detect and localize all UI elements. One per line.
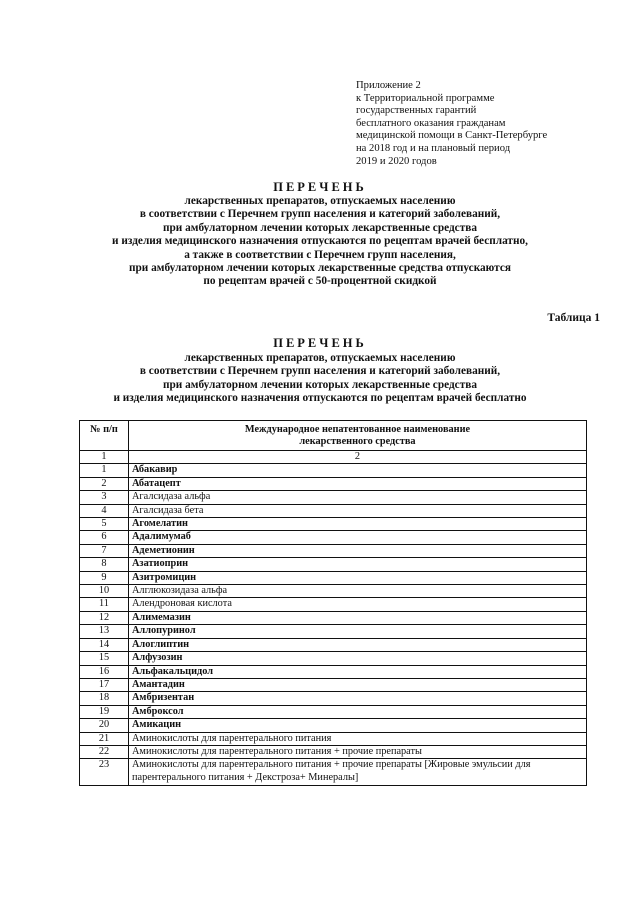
row-number: 19	[80, 705, 129, 718]
drug-name: Амикацин	[129, 719, 587, 732]
table-row	[80, 611, 587, 624]
drug-name: Аллопуринол	[129, 625, 587, 638]
row-number: 8	[80, 558, 129, 571]
table-row	[80, 745, 587, 758]
table-row	[80, 719, 587, 732]
table-row	[80, 652, 587, 665]
appendix-line: 2019 и 2020 годов	[356, 155, 437, 167]
drug-name: Аминокислоты для парентерального питания + прочие препараты	[129, 745, 587, 758]
table-row	[80, 464, 587, 477]
appendix-block	[356, 80, 616, 168]
row-number: 22	[80, 745, 129, 758]
header-name	[129, 421, 587, 451]
row-number: 9	[80, 571, 129, 584]
row-number: 13	[80, 625, 129, 638]
drug-name: Агалсидаза альфа	[129, 491, 587, 504]
table-row	[80, 598, 587, 611]
table-row	[80, 558, 587, 571]
drug-name: Алглюкозидаза альфа	[129, 585, 587, 598]
row-number: 12	[80, 611, 129, 624]
main-heading-text	[0, 195, 640, 289]
drug-name: Алендроновая кислота	[129, 598, 587, 611]
row-number: 15	[80, 652, 129, 665]
appendix-line: бесплатного оказания гражданам	[356, 117, 506, 129]
main-heading-title: ПЕРЕЧЕНЬ	[273, 180, 367, 194]
row-number: 4	[80, 504, 129, 517]
header-number: № п/п	[80, 421, 129, 451]
table-label: Таблица 1	[547, 312, 600, 324]
row-number: 5	[80, 518, 129, 531]
drug-name: Алфузозин	[129, 652, 587, 665]
main-heading-line: при амбулаторном лечении которых лекарственные средства отпускаются	[129, 262, 511, 275]
drug-name: Агомелатин	[129, 518, 587, 531]
drug-name: Амантадин	[129, 678, 587, 691]
table-row	[80, 571, 587, 584]
row-number: 1	[80, 464, 129, 477]
row-number: 3	[80, 491, 129, 504]
main-heading-line: по рецептам врачей с 50-процентной скидкой	[203, 275, 437, 288]
drug-table	[79, 420, 587, 786]
appendix-line: государственных гарантий	[356, 105, 477, 117]
table-row	[80, 732, 587, 745]
row-number: 2	[80, 477, 129, 490]
appendix-line: к Территориальной программе	[356, 92, 495, 104]
column-number: 1	[80, 451, 129, 464]
drug-name: Амброксол	[129, 705, 587, 718]
column-number-row	[80, 451, 587, 464]
drug-name: Адалимумаб	[129, 531, 587, 544]
drug-name: Агалсидаза бета	[129, 504, 587, 517]
table-row	[80, 477, 587, 490]
drug-name: Альфакальцидол	[129, 665, 587, 678]
table-header-row	[80, 421, 587, 451]
drug-name: Аминокислоты для парентерального питания + прочие препараты [Жировые эмульсии для парентерального питания + Декстроза+ Минералы]	[129, 759, 587, 785]
row-number: 14	[80, 638, 129, 651]
drug-name: Абакавир	[129, 464, 587, 477]
table-heading-title: ПЕРЕЧЕНЬ	[273, 336, 367, 350]
table-heading-text	[0, 352, 640, 406]
main-heading-line: а также в соответствии с Перечнем групп населения,	[184, 248, 456, 261]
appendix-line: на 2018 год и на плановый период	[356, 142, 511, 154]
header-name-line: лекарственного средства	[299, 436, 416, 447]
drug-name: Азитромицин	[129, 571, 587, 584]
row-number: 18	[80, 692, 129, 705]
drug-name: Абатацепт	[129, 477, 587, 490]
table-row	[80, 692, 587, 705]
drug-name: Азатиоприн	[129, 558, 587, 571]
drug-name: Амбризентан	[129, 692, 587, 705]
table-row	[80, 678, 587, 691]
main-heading-line: и изделия медицинского назначения отпускаются по рецептам врачей бесплатно,	[112, 235, 528, 248]
table-heading-line: при амбулаторном лечении которых лекарственные средства	[163, 378, 477, 391]
table-row	[80, 531, 587, 544]
column-number: 2	[129, 451, 587, 464]
table-row	[80, 705, 587, 718]
drug-name: Алимемазин	[129, 611, 587, 624]
table-heading-line: лекарственных препаратов, отпускаемых населению	[184, 352, 456, 364]
table-row	[80, 544, 587, 557]
row-number: 10	[80, 585, 129, 598]
appendix-line: Приложение 2	[356, 80, 421, 91]
table-body	[80, 464, 587, 785]
row-number: 7	[80, 544, 129, 557]
table-heading-line: в соответствии с Перечнем групп населения и категорий заболеваний,	[139, 365, 501, 378]
row-number: 21	[80, 732, 129, 745]
table-row	[80, 491, 587, 504]
main-heading-line: лекарственных препаратов, отпускаемых населению	[184, 195, 456, 207]
table-row	[80, 665, 587, 678]
row-number: 11	[80, 598, 129, 611]
appendix-line: медицинской помощи в Санкт-Петербурге	[356, 130, 548, 142]
main-heading-line: в соответствии с Перечнем групп населения и категорий заболеваний,	[139, 208, 501, 221]
row-number: 23	[80, 759, 129, 785]
table-row	[80, 504, 587, 517]
header-name-line: Международное непатентованное наименование	[244, 424, 471, 435]
row-number: 17	[80, 678, 129, 691]
drug-name: Алоглиптин	[129, 638, 587, 651]
drug-name: Адеметионин	[129, 544, 587, 557]
main-heading-line: при амбулаторном лечении которых лекарственные средства	[163, 221, 477, 234]
table-row	[80, 638, 587, 651]
row-number: 20	[80, 719, 129, 732]
drug-name: Аминокислоты для парентерального питания	[129, 732, 587, 745]
table-heading-line: и изделия медицинского назначения отпускаются по рецептам врачей бесплатно	[113, 392, 527, 405]
table-row	[80, 625, 587, 638]
row-number: 6	[80, 531, 129, 544]
table-row	[80, 518, 587, 531]
table-row	[80, 759, 587, 785]
row-number: 16	[80, 665, 129, 678]
table-row	[80, 585, 587, 598]
